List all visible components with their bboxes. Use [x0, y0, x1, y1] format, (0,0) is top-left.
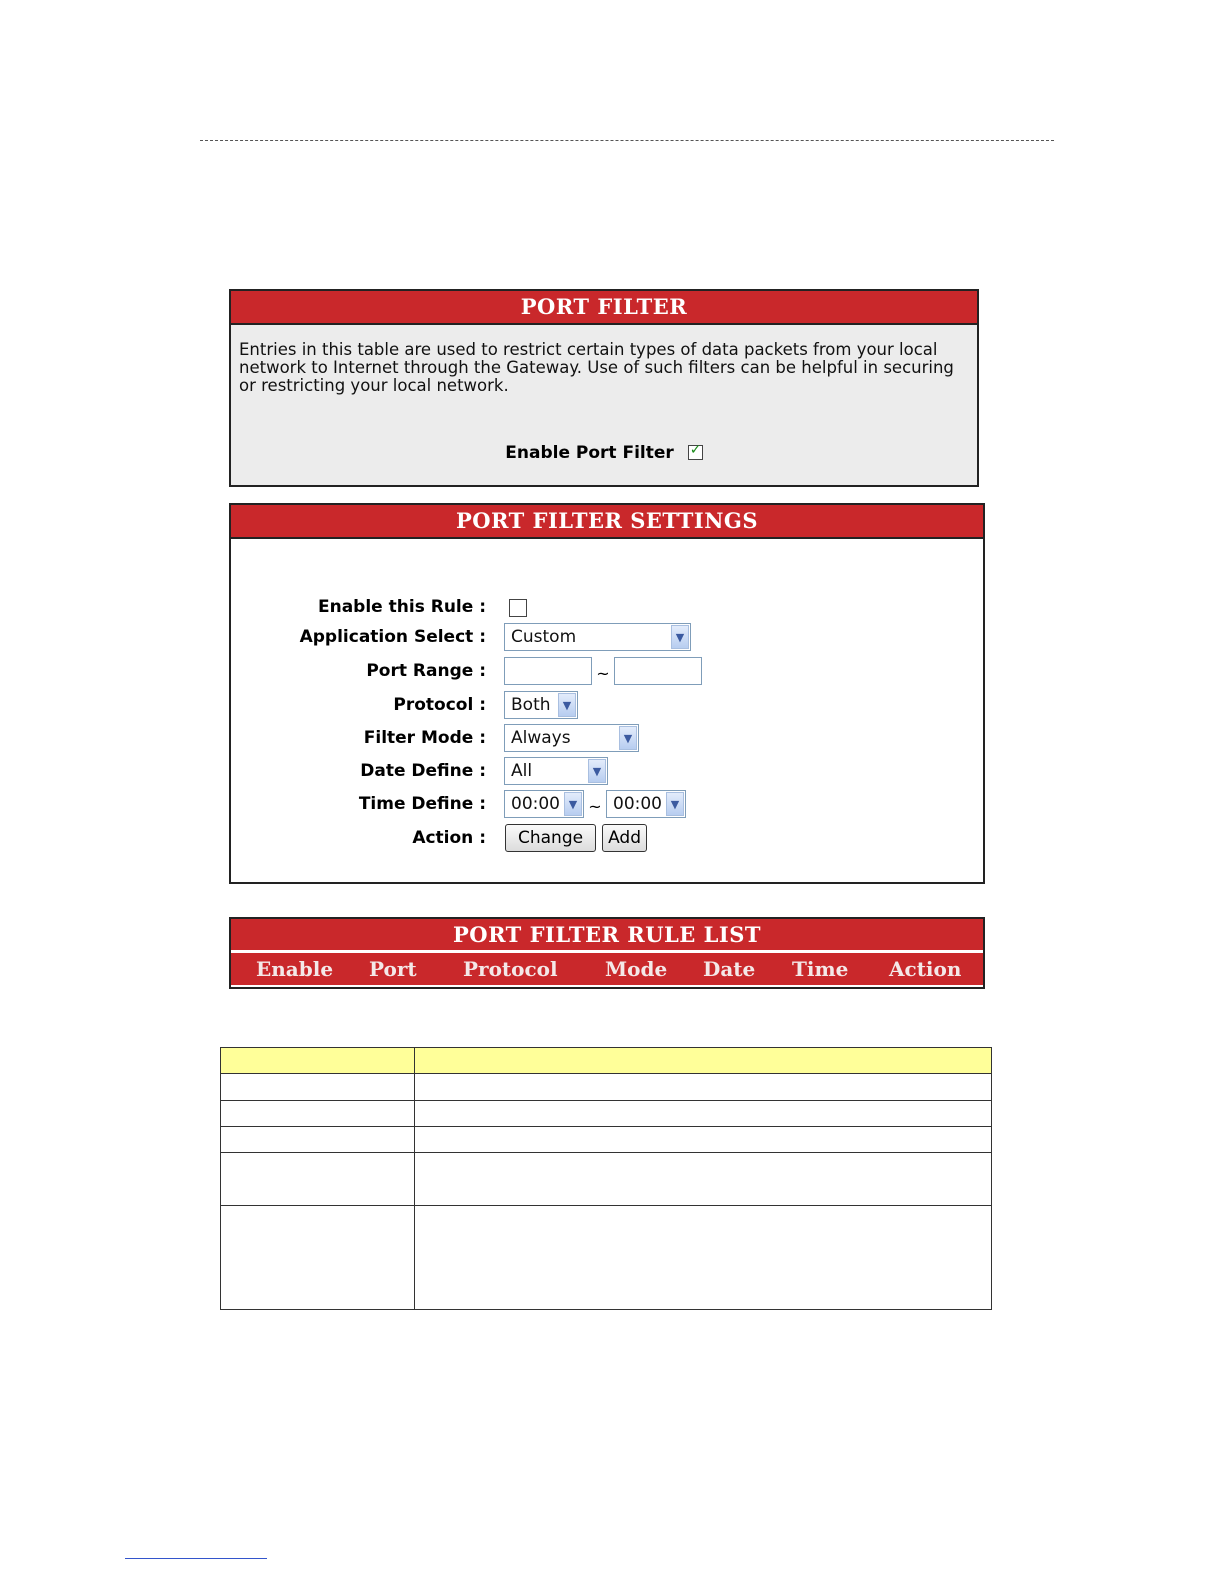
add-button[interactable]: Add [602, 824, 647, 852]
table-cell [415, 1153, 992, 1206]
table-cell [221, 1074, 415, 1101]
column-port: Port [369, 957, 417, 981]
port-filter-panel [229, 289, 979, 487]
table-header-cell [221, 1048, 415, 1074]
chevron-down-icon: ▼ [619, 726, 637, 750]
column-time: Time [792, 957, 849, 981]
table-row [221, 1153, 992, 1206]
table-cell [221, 1101, 415, 1127]
port-range-row [231, 657, 983, 687]
port-filter-title: PORT FILTER [231, 291, 977, 325]
enable-port-filter-row [231, 443, 977, 463]
column-protocol: Protocol [463, 957, 558, 981]
port-filter-rule-list-panel [229, 917, 985, 989]
time-define-label: Time Define : [358, 794, 486, 814]
column-action: Action [889, 957, 962, 981]
port-range-separator: ~ [596, 664, 610, 683]
table-cell [221, 1127, 415, 1153]
date-define-select[interactable] [504, 757, 608, 785]
rule-list-column-headers [231, 952, 983, 985]
time-start-select[interactable] [504, 790, 584, 818]
port-filter-settings-panel [229, 503, 985, 884]
table-row [221, 1127, 992, 1153]
date-define-label: Date Define : [360, 761, 486, 781]
filter-mode-row [231, 724, 983, 754]
table-header-row [221, 1048, 992, 1074]
column-enable: Enable [256, 957, 334, 981]
port-filter-settings-title: PORT FILTER SETTINGS [231, 505, 983, 539]
change-button[interactable]: Change [505, 824, 596, 852]
port-filter-description: Entries in this table are used to restrict certain types of data packets from your local network to Internet through the Gateway. Use of such filters can be helpful in securing or restricting your local network. [239, 340, 954, 395]
protocol-row [231, 691, 983, 721]
port-start-input[interactable] [504, 657, 592, 685]
table-cell [415, 1206, 992, 1310]
footnote-rule [125, 1558, 267, 1559]
enable-port-filter-label: Enable Port Filter [505, 443, 674, 463]
table-header-cell [415, 1048, 992, 1074]
table-cell [221, 1206, 415, 1310]
chevron-down-icon: ▼ [558, 693, 576, 717]
column-mode: Mode [605, 957, 668, 981]
rule-list-title: PORT FILTER RULE LIST [231, 919, 983, 950]
table-row [221, 1101, 992, 1127]
table-row [221, 1074, 992, 1101]
time-define-row [231, 790, 983, 820]
protocol-label: Protocol : [393, 695, 486, 715]
chevron-down-icon: ▼ [564, 792, 582, 816]
port-range-label: Port Range : [366, 661, 486, 681]
column-date: Date [703, 957, 756, 981]
port-end-input[interactable] [614, 657, 702, 685]
application-select-value: Custom [511, 627, 577, 647]
enable-port-filter-checkbox[interactable] [688, 445, 703, 460]
table-cell [415, 1101, 992, 1127]
chevron-down-icon: ▼ [666, 792, 684, 816]
table-cell [415, 1127, 992, 1153]
top-divider [200, 140, 1054, 141]
date-define-row [231, 757, 983, 787]
enable-rule-row [231, 593, 983, 623]
chevron-down-icon: ▼ [588, 759, 606, 783]
enable-rule-checkbox[interactable] [509, 599, 527, 617]
description-table [220, 1047, 992, 1310]
time-range-separator: ~ [588, 797, 602, 816]
action-label: Action : [412, 828, 486, 848]
application-select-row [231, 623, 983, 653]
filter-mode-select[interactable] [504, 724, 639, 752]
time-start-value: 00:00 [511, 794, 560, 814]
protocol-select-value: Both [511, 695, 551, 715]
application-select[interactable] [504, 623, 691, 651]
chevron-down-icon: ▼ [671, 625, 689, 649]
table-cell [415, 1074, 992, 1101]
table-row [221, 1206, 992, 1310]
time-end-select[interactable] [606, 790, 686, 818]
filter-mode-label: Filter Mode : [363, 728, 486, 748]
enable-rule-label: Enable this Rule : [318, 597, 486, 617]
time-end-value: 00:00 [613, 794, 662, 814]
protocol-select[interactable] [504, 691, 578, 719]
date-define-select-value: All [511, 761, 533, 781]
table-cell [221, 1153, 415, 1206]
action-row [231, 824, 983, 854]
application-select-label: Application Select : [299, 627, 486, 647]
filter-mode-select-value: Always [511, 728, 571, 748]
